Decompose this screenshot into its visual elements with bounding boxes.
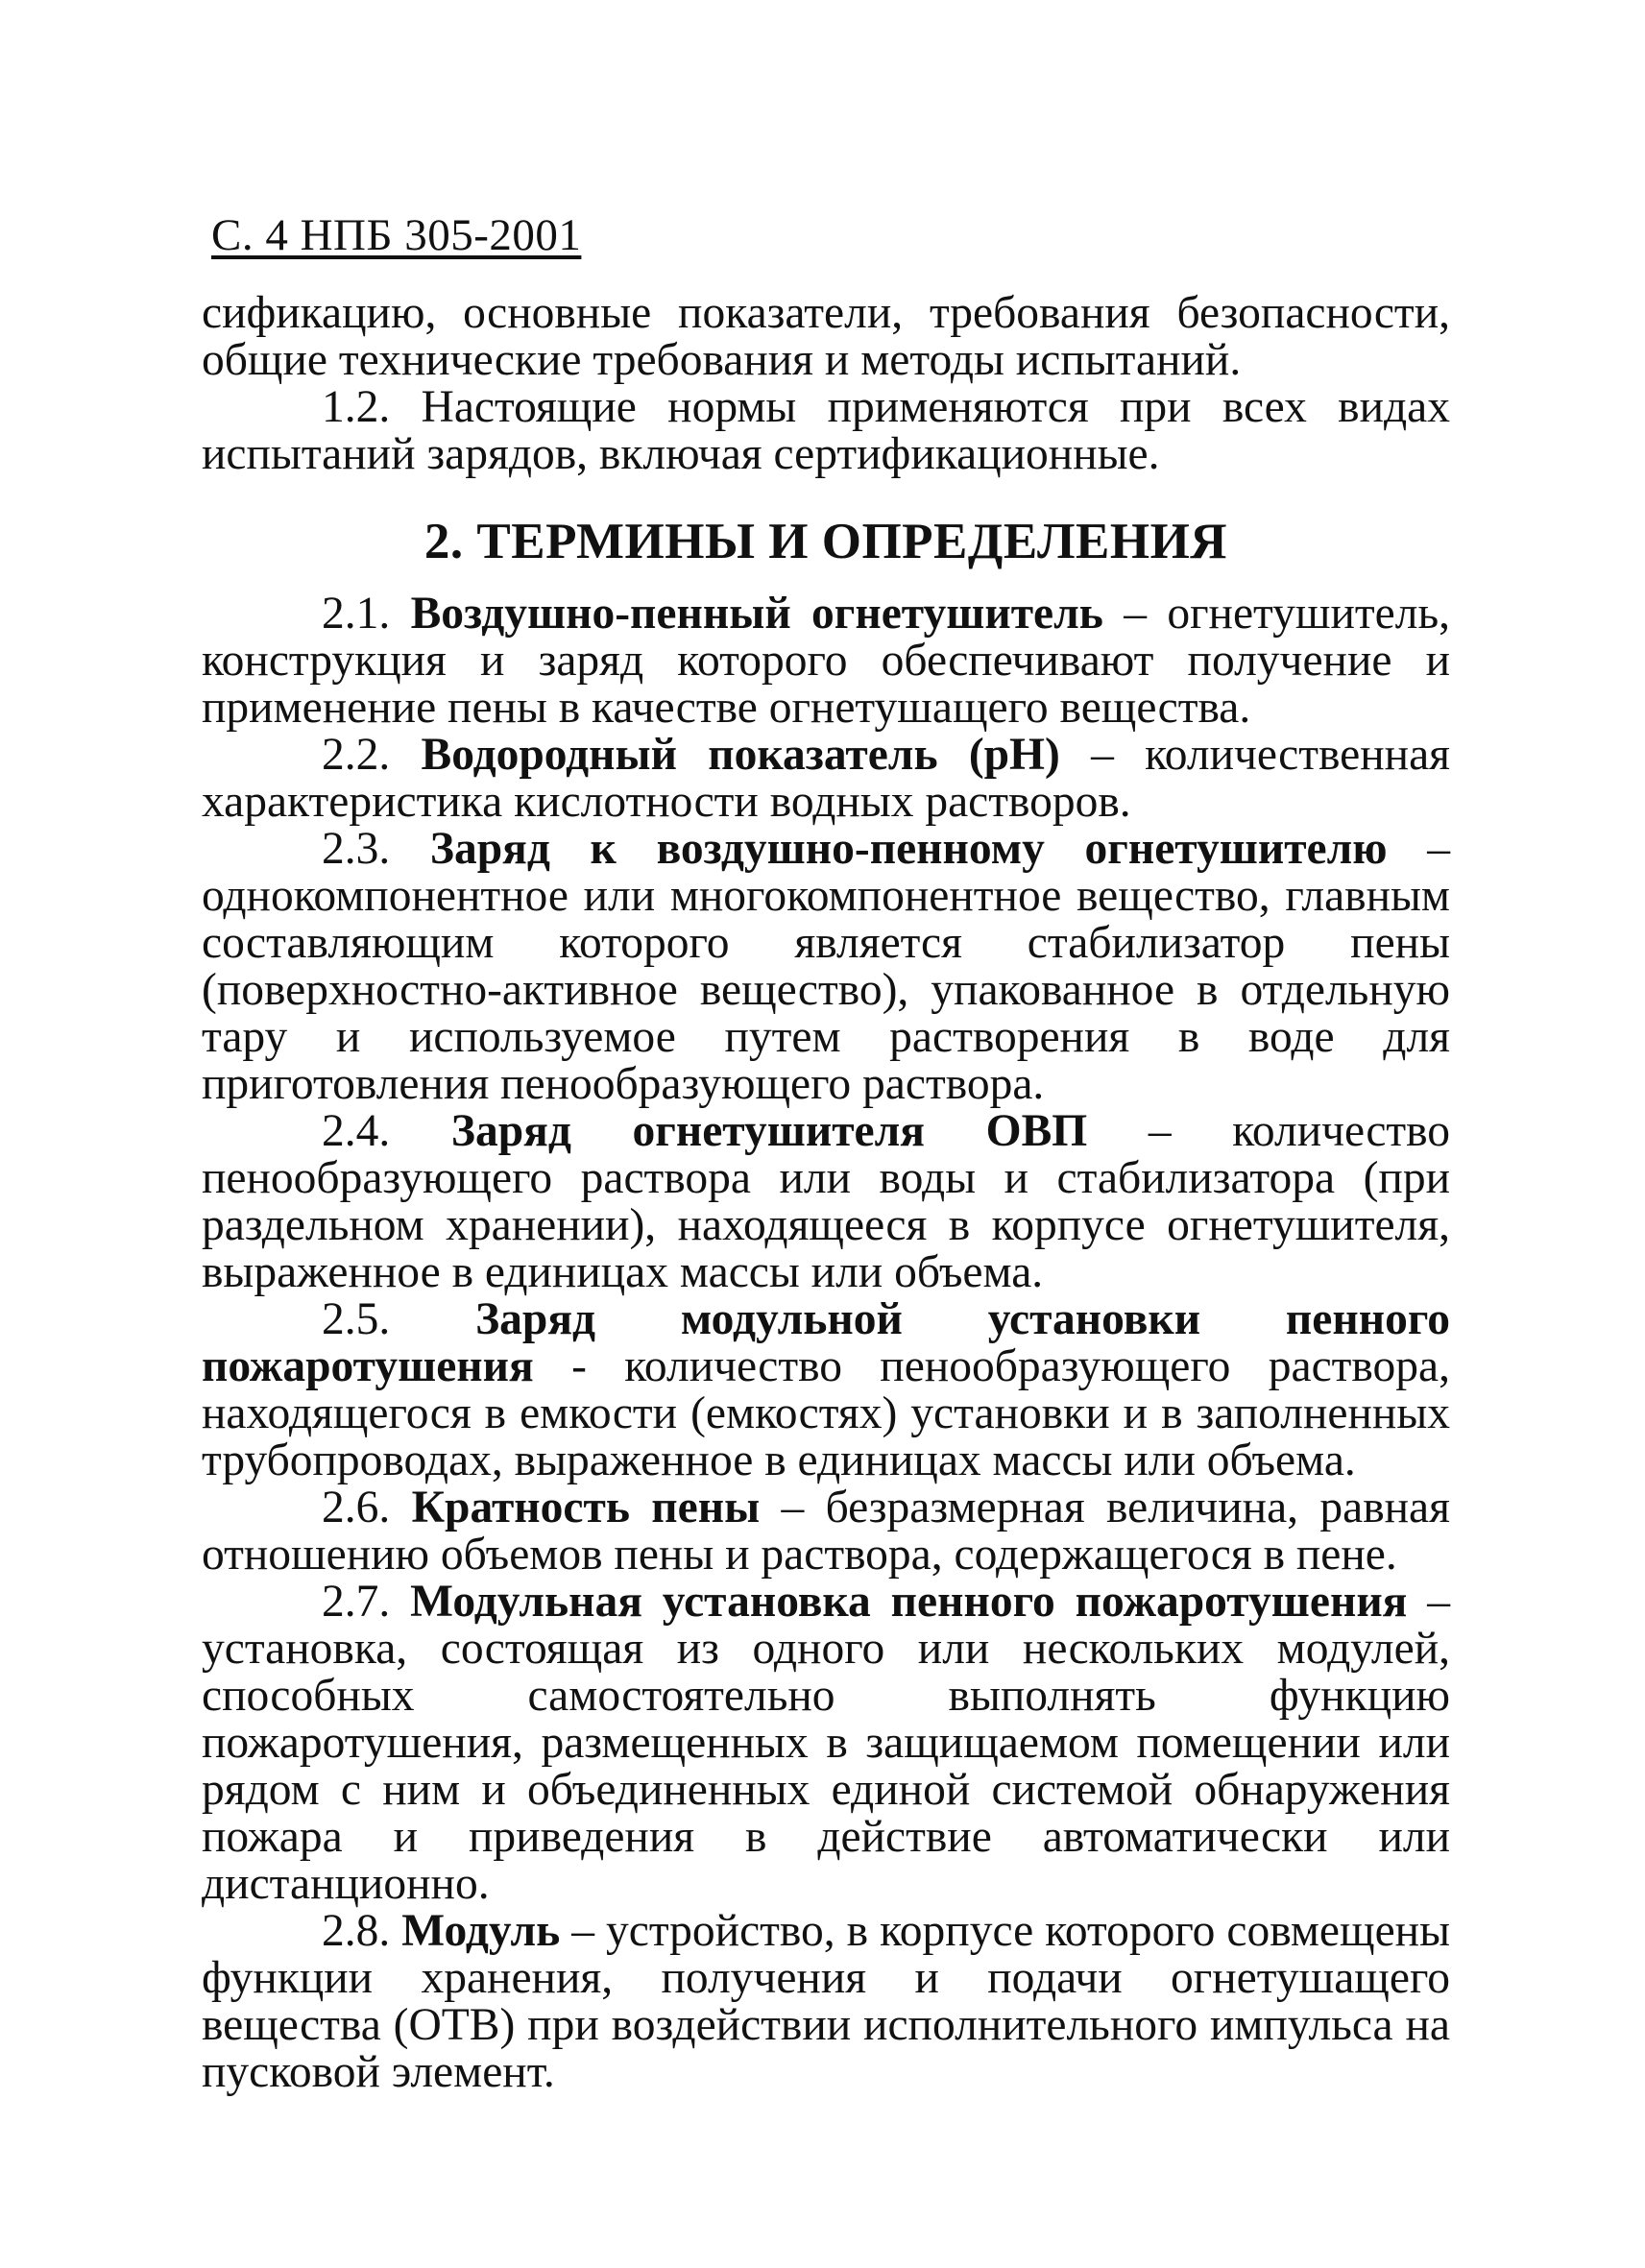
definition-text: устройство, в корпусе которого совмещены функции хранения, получения и подачи огнетушащего вещества (ОТВ) при воздействии исполнительного импульса на пусковой элемент.	[202, 1906, 1451, 2097]
definition-text: безразмерная величина, равная отношению объемов пены и раствора, содержащегося в пене.	[202, 1483, 1450, 1580]
definition-text: однокомпонентное или многокомпонентное вещество, главным составляющим которого является стабилизатор пены (поверхностно-активное вещество), упакованное в отдельную тару и используемое путем растворения в воде для приготовления пенообразующего раствора.	[202, 871, 1450, 1109]
definition-term: Модуль	[401, 1906, 561, 1956]
definition-2-5	[202, 1296, 1450, 1484]
definition-number: 2.1.	[322, 589, 391, 639]
definition-number: 2.4.	[322, 1106, 391, 1156]
definition-number: 2.8.	[322, 1906, 391, 1956]
section-title: 2. ТЕРМИНЫ И ОПРЕДЕЛЕНИЯ	[423, 514, 1228, 569]
definition-text: установка, состоящая из одного или нескольких модулей, способных самостоятельно выполнять функцию пожаротушения, размещенных в защищаемом помещении или рядом с ним и объединенных единой системой обнаружения пожара и приведения в действие автоматически или дистанционно.	[202, 1624, 1450, 1909]
definition-separator: –	[1387, 824, 1451, 874]
definition-separator: –	[1059, 730, 1146, 780]
definition-number: 2.5.	[322, 1294, 391, 1344]
definition-number: 2.7.	[322, 1577, 391, 1627]
definition-separator: –	[760, 1483, 826, 1532]
definition-term: Заряд модульной установки пенного пожаротушения	[202, 1294, 1451, 1391]
definition-term: Водородный показатель (рН)	[421, 730, 1060, 780]
document-body	[202, 290, 1450, 2096]
definition-term: Модульная установка пенного пожаротушения	[410, 1577, 1408, 1627]
definition-separator: –	[560, 1906, 606, 1956]
page-header: С. 4 НПБ 305-2001	[211, 210, 582, 260]
definition-term: Заряд огнетушителя ОВП	[450, 1106, 1088, 1156]
definition-2-4	[202, 1108, 1450, 1296]
definition-term: Воздушно-пенный огнетушитель	[410, 589, 1103, 639]
definition-text: количество пенообразующего раствора, находящегося в емкости (емкостях) установки и в заполненных трубопроводах, выраженное в единицах массы или объема.	[202, 1341, 1450, 1485]
definition-2-8	[202, 1908, 1450, 2096]
definition-2-1	[202, 591, 1450, 732]
definition-term: Кратность пены	[411, 1483, 761, 1532]
definition-separator: -	[533, 1341, 625, 1391]
clause-1-2: 1.2. Настоящие нормы применяются при всех видах испытаний зарядов, включая сертификационные.	[202, 382, 1450, 479]
definition-separator: –	[1102, 589, 1168, 639]
definition-2-3	[202, 826, 1450, 1108]
definition-2-2	[202, 732, 1450, 826]
definition-number: 2.2.	[322, 730, 391, 780]
definition-2-6	[202, 1484, 1450, 1579]
definition-2-7	[202, 1579, 1450, 1908]
definition-text: огнетушитель, конструкция и заряд которого обеспечивают получение и применение пены в качестве огнетушащего вещества.	[202, 589, 1451, 733]
definition-number: 2.3.	[322, 824, 391, 874]
intro-paragraph: сификацию, основные показатели, требования безопасности, общие технические требования и методы испытаний.	[202, 288, 1450, 385]
definition-separator: –	[1407, 1577, 1451, 1627]
definition-number: 2.6.	[322, 1483, 391, 1532]
definition-term: Заряд к воздушно-пенному огнетушителю	[429, 824, 1388, 874]
definition-text: количественная характеристика кислотности водных растворов.	[202, 730, 1451, 827]
definition-separator: –	[1087, 1106, 1233, 1156]
definition-text: количество пенообразующего раствора или воды и стабилизатора (при раздельном хранении), находящееся в корпусе огнетушителя, выраженное в единицах массы или объема.	[202, 1106, 1451, 1297]
